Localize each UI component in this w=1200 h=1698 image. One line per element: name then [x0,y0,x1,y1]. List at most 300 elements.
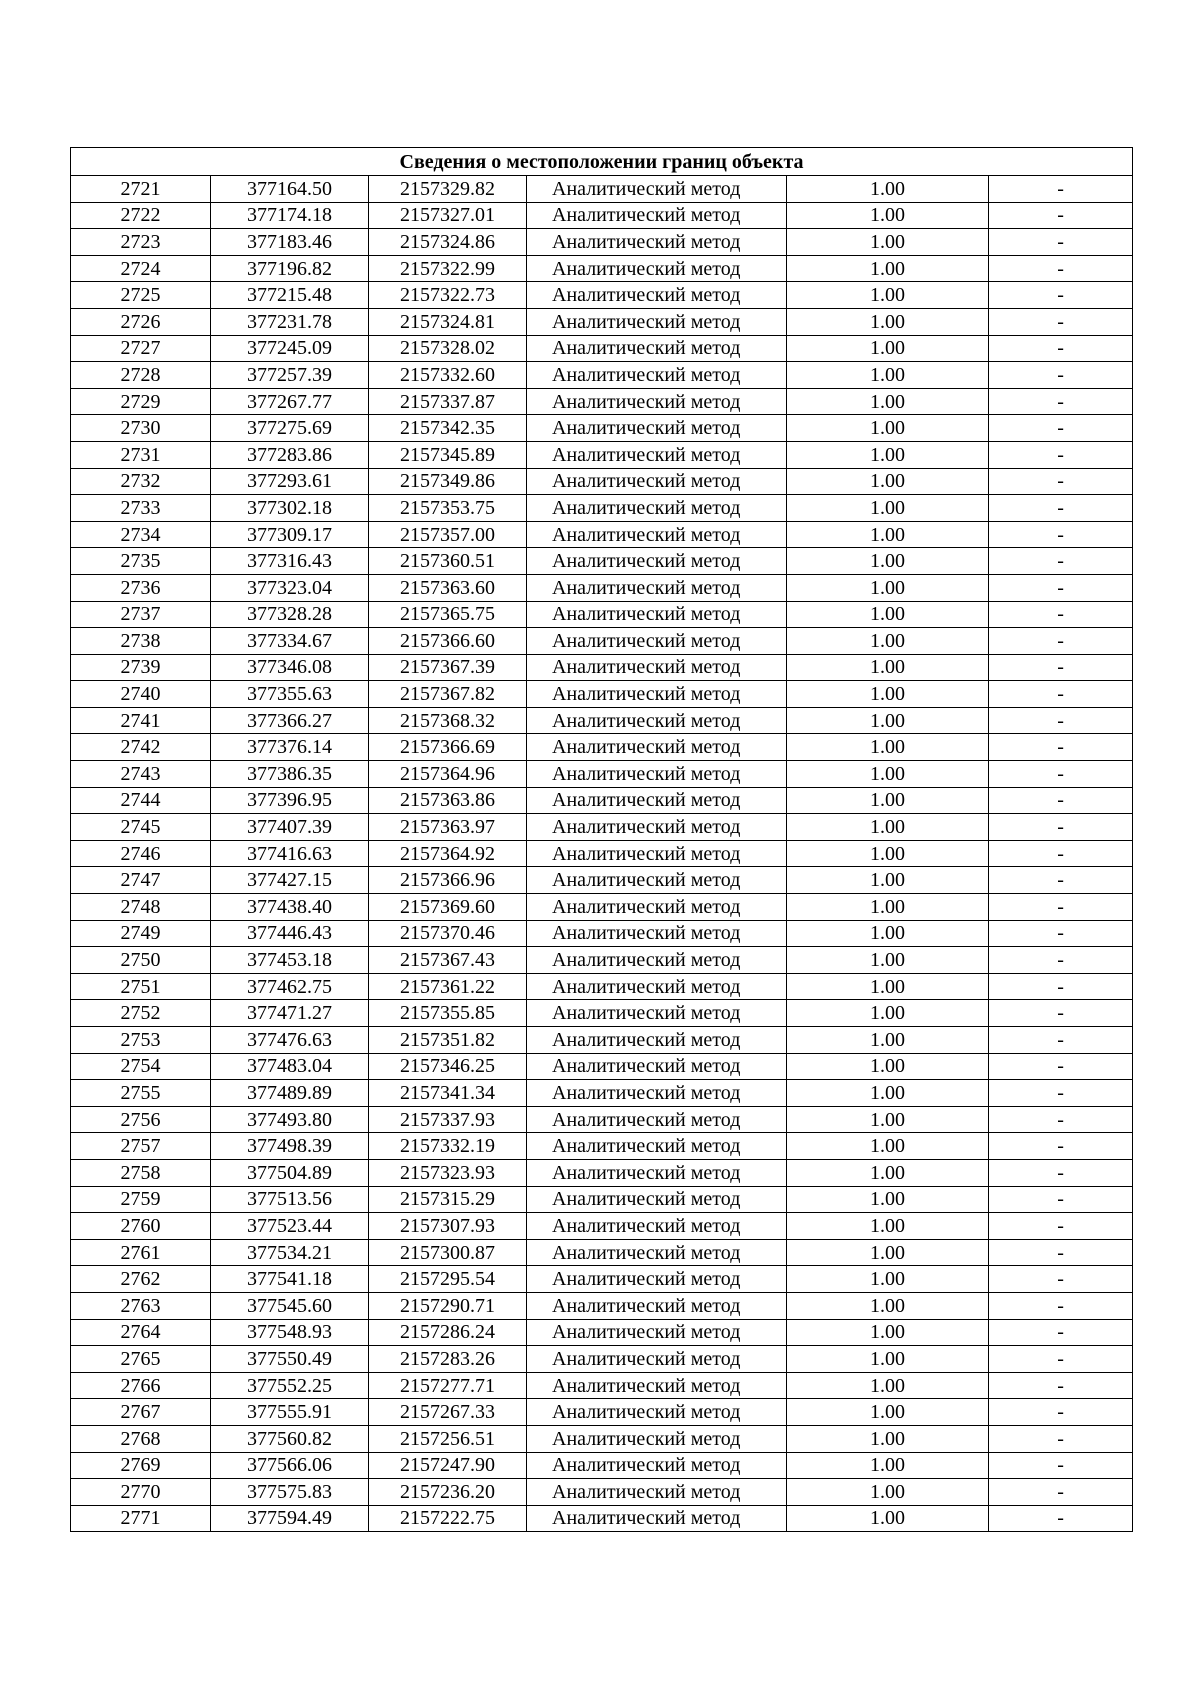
x-coordinate-cell: 377493.80 [211,1106,369,1133]
y-coordinate-cell: 2157329.82 [369,176,527,203]
point-number-cell: 2727 [71,335,211,362]
y-coordinate-cell: 2157283.26 [369,1346,527,1373]
accuracy-cell: 1.00 [787,335,989,362]
x-coordinate-cell: 377555.91 [211,1399,369,1426]
x-coordinate-cell: 377245.09 [211,335,369,362]
table-row [71,1133,1133,1160]
accuracy-cell: 1.00 [787,176,989,203]
table-row [71,1106,1133,1133]
accuracy-cell: 1.00 [787,1213,989,1240]
y-coordinate-cell: 2157307.93 [369,1213,527,1240]
method-cell: Аналитический метод [527,202,787,229]
y-coordinate-cell: 2157349.86 [369,468,527,495]
method-cell: Аналитический метод [527,282,787,309]
accuracy-cell: 1.00 [787,814,989,841]
point-number-cell: 2726 [71,308,211,335]
y-coordinate-cell: 2157364.92 [369,840,527,867]
accuracy-cell: 1.00 [787,1053,989,1080]
x-coordinate-cell: 377302.18 [211,495,369,522]
method-cell: Аналитический метод [527,840,787,867]
point-number-cell: 2771 [71,1505,211,1532]
accuracy-cell: 1.00 [787,1292,989,1319]
point-number-cell: 2759 [71,1186,211,1213]
y-coordinate-cell: 2157363.97 [369,814,527,841]
method-cell: Аналитический метод [527,920,787,947]
description-cell: - [989,787,1133,814]
y-coordinate-cell: 2157290.71 [369,1292,527,1319]
method-cell: Аналитический метод [527,362,787,389]
method-cell: Аналитический метод [527,229,787,256]
x-coordinate-cell: 377257.39 [211,362,369,389]
point-number-cell: 2747 [71,867,211,894]
method-cell: Аналитический метод [527,335,787,362]
point-number-cell: 2752 [71,1000,211,1027]
x-coordinate-cell: 377575.83 [211,1479,369,1506]
point-number-cell: 2733 [71,495,211,522]
y-coordinate-cell: 2157324.86 [369,229,527,256]
method-cell: Аналитический метод [527,1213,787,1240]
point-number-cell: 2750 [71,947,211,974]
point-number-cell: 2770 [71,1479,211,1506]
x-coordinate-cell: 377293.61 [211,468,369,495]
method-cell: Аналитический метод [527,441,787,468]
method-cell: Аналитический метод [527,1053,787,1080]
table-row [71,814,1133,841]
method-cell: Аналитический метод [527,1505,787,1532]
x-coordinate-cell: 377309.17 [211,521,369,548]
description-cell: - [989,601,1133,628]
table-row [71,654,1133,681]
point-number-cell: 2754 [71,1053,211,1080]
y-coordinate-cell: 2157286.24 [369,1319,527,1346]
y-coordinate-cell: 2157322.73 [369,282,527,309]
accuracy-cell: 1.00 [787,947,989,974]
description-cell: - [989,973,1133,1000]
x-coordinate-cell: 377427.15 [211,867,369,894]
table-row [71,574,1133,601]
description-cell: - [989,814,1133,841]
y-coordinate-cell: 2157367.82 [369,681,527,708]
method-cell: Аналитический метод [527,973,787,1000]
table-row [71,1186,1133,1213]
description-cell: - [989,1292,1133,1319]
y-coordinate-cell: 2157324.81 [369,308,527,335]
table-row [71,468,1133,495]
x-coordinate-cell: 377498.39 [211,1133,369,1160]
y-coordinate-cell: 2157236.20 [369,1479,527,1506]
x-coordinate-cell: 377346.08 [211,654,369,681]
y-coordinate-cell: 2157366.96 [369,867,527,894]
y-coordinate-cell: 2157256.51 [369,1425,527,1452]
accuracy-cell: 1.00 [787,1425,989,1452]
x-coordinate-cell: 377489.89 [211,1080,369,1107]
x-coordinate-cell: 377376.14 [211,734,369,761]
table-row [71,1239,1133,1266]
x-coordinate-cell: 377483.04 [211,1053,369,1080]
point-number-cell: 2725 [71,282,211,309]
table-row [71,601,1133,628]
table-row [71,548,1133,575]
y-coordinate-cell: 2157364.96 [369,761,527,788]
point-number-cell: 2721 [71,176,211,203]
description-cell: - [989,761,1133,788]
accuracy-cell: 1.00 [787,202,989,229]
table-row [71,521,1133,548]
table-row [71,495,1133,522]
accuracy-cell: 1.00 [787,255,989,282]
table-row [71,335,1133,362]
method-cell: Аналитический метод [527,1479,787,1506]
description-cell: - [989,1053,1133,1080]
table-row [71,362,1133,389]
description-cell: - [989,441,1133,468]
accuracy-cell: 1.00 [787,1479,989,1506]
method-cell: Аналитический метод [527,628,787,655]
accuracy-cell: 1.00 [787,388,989,415]
description-cell: - [989,495,1133,522]
method-cell: Аналитический метод [527,947,787,974]
method-cell: Аналитический метод [527,1159,787,1186]
table-row [71,1479,1133,1506]
point-number-cell: 2762 [71,1266,211,1293]
y-coordinate-cell: 2157277.71 [369,1372,527,1399]
point-number-cell: 2756 [71,1106,211,1133]
y-coordinate-cell: 2157367.43 [369,947,527,974]
method-cell: Аналитический метод [527,548,787,575]
accuracy-cell: 1.00 [787,734,989,761]
accuracy-cell: 1.00 [787,920,989,947]
description-cell: - [989,1133,1133,1160]
method-cell: Аналитический метод [527,601,787,628]
y-coordinate-cell: 2157360.51 [369,548,527,575]
description-cell: - [989,415,1133,442]
x-coordinate-cell: 377534.21 [211,1239,369,1266]
x-coordinate-cell: 377328.28 [211,601,369,628]
description-cell: - [989,468,1133,495]
description-cell: - [989,654,1133,681]
table-row [71,1266,1133,1293]
x-coordinate-cell: 377407.39 [211,814,369,841]
y-coordinate-cell: 2157295.54 [369,1266,527,1293]
description-cell: - [989,1159,1133,1186]
accuracy-cell: 1.00 [787,628,989,655]
y-coordinate-cell: 2157363.86 [369,787,527,814]
x-coordinate-cell: 377594.49 [211,1505,369,1532]
accuracy-cell: 1.00 [787,867,989,894]
table-row [71,947,1133,974]
x-coordinate-cell: 377560.82 [211,1425,369,1452]
y-coordinate-cell: 2157351.82 [369,1027,527,1054]
y-coordinate-cell: 2157327.01 [369,202,527,229]
description-cell: - [989,1027,1133,1054]
method-cell: Аналитический метод [527,1000,787,1027]
table-row [71,1213,1133,1240]
accuracy-cell: 1.00 [787,894,989,921]
accuracy-cell: 1.00 [787,308,989,335]
description-cell: - [989,840,1133,867]
x-coordinate-cell: 377545.60 [211,1292,369,1319]
x-coordinate-cell: 377267.77 [211,388,369,415]
x-coordinate-cell: 377323.04 [211,574,369,601]
point-number-cell: 2740 [71,681,211,708]
x-coordinate-cell: 377541.18 [211,1266,369,1293]
y-coordinate-cell: 2157328.02 [369,335,527,362]
point-number-cell: 2738 [71,628,211,655]
table-row [71,1372,1133,1399]
y-coordinate-cell: 2157337.87 [369,388,527,415]
x-coordinate-cell: 377438.40 [211,894,369,921]
description-cell: - [989,1186,1133,1213]
point-number-cell: 2745 [71,814,211,841]
point-number-cell: 2746 [71,840,211,867]
x-coordinate-cell: 377283.86 [211,441,369,468]
y-coordinate-cell: 2157369.60 [369,894,527,921]
description-cell: - [989,1266,1133,1293]
description-cell: - [989,388,1133,415]
accuracy-cell: 1.00 [787,1266,989,1293]
table-row [71,840,1133,867]
y-coordinate-cell: 2157367.39 [369,654,527,681]
table-title: Сведения о местоположении границ объекта [71,148,1133,176]
x-coordinate-cell: 377215.48 [211,282,369,309]
x-coordinate-cell: 377476.63 [211,1027,369,1054]
point-number-cell: 2753 [71,1027,211,1054]
table-row [71,1319,1133,1346]
point-number-cell: 2761 [71,1239,211,1266]
x-coordinate-cell: 377462.75 [211,973,369,1000]
table-row [71,202,1133,229]
x-coordinate-cell: 377513.56 [211,1186,369,1213]
method-cell: Аналитический метод [527,1372,787,1399]
y-coordinate-cell: 2157342.35 [369,415,527,442]
accuracy-cell: 1.00 [787,1399,989,1426]
accuracy-cell: 1.00 [787,707,989,734]
accuracy-cell: 1.00 [787,415,989,442]
accuracy-cell: 1.00 [787,601,989,628]
table-row [71,1399,1133,1426]
x-coordinate-cell: 377366.27 [211,707,369,734]
table-row [71,628,1133,655]
method-cell: Аналитический метод [527,1106,787,1133]
point-number-cell: 2729 [71,388,211,415]
x-coordinate-cell: 377334.67 [211,628,369,655]
method-cell: Аналитический метод [527,654,787,681]
y-coordinate-cell: 2157363.60 [369,574,527,601]
accuracy-cell: 1.00 [787,468,989,495]
table-title-row [71,148,1133,176]
accuracy-cell: 1.00 [787,787,989,814]
description-cell: - [989,1319,1133,1346]
method-cell: Аналитический метод [527,1186,787,1213]
x-coordinate-cell: 377396.95 [211,787,369,814]
accuracy-cell: 1.00 [787,1106,989,1133]
method-cell: Аналитический метод [527,1080,787,1107]
x-coordinate-cell: 377386.35 [211,761,369,788]
description-cell: - [989,1372,1133,1399]
description-cell: - [989,1399,1133,1426]
point-number-cell: 2735 [71,548,211,575]
method-cell: Аналитический метод [527,415,787,442]
x-coordinate-cell: 377196.82 [211,255,369,282]
method-cell: Аналитический метод [527,761,787,788]
point-number-cell: 2723 [71,229,211,256]
table-row [71,1027,1133,1054]
point-number-cell: 2724 [71,255,211,282]
table-row [71,1505,1133,1532]
table-row [71,681,1133,708]
description-cell: - [989,282,1133,309]
y-coordinate-cell: 2157346.25 [369,1053,527,1080]
point-number-cell: 2734 [71,521,211,548]
description-cell: - [989,1505,1133,1532]
method-cell: Аналитический метод [527,1425,787,1452]
method-cell: Аналитический метод [527,1239,787,1266]
x-coordinate-cell: 377550.49 [211,1346,369,1373]
table-row [71,282,1133,309]
description-cell: - [989,1452,1133,1479]
table-row [71,734,1133,761]
accuracy-cell: 1.00 [787,229,989,256]
x-coordinate-cell: 377174.18 [211,202,369,229]
point-number-cell: 2755 [71,1080,211,1107]
accuracy-cell: 1.00 [787,1372,989,1399]
method-cell: Аналитический метод [527,814,787,841]
table-row [71,388,1133,415]
description-cell: - [989,521,1133,548]
description-cell: - [989,548,1133,575]
table-row [71,761,1133,788]
x-coordinate-cell: 377446.43 [211,920,369,947]
description-cell: - [989,947,1133,974]
point-number-cell: 2767 [71,1399,211,1426]
y-coordinate-cell: 2157337.93 [369,1106,527,1133]
y-coordinate-cell: 2157366.60 [369,628,527,655]
method-cell: Аналитический метод [527,787,787,814]
accuracy-cell: 1.00 [787,1000,989,1027]
point-number-cell: 2731 [71,441,211,468]
accuracy-cell: 1.00 [787,1186,989,1213]
description-cell: - [989,255,1133,282]
table-row [71,707,1133,734]
accuracy-cell: 1.00 [787,840,989,867]
y-coordinate-cell: 2157361.22 [369,973,527,1000]
point-number-cell: 2760 [71,1213,211,1240]
accuracy-cell: 1.00 [787,1319,989,1346]
table-row [71,1000,1133,1027]
point-number-cell: 2764 [71,1319,211,1346]
point-number-cell: 2765 [71,1346,211,1373]
table-row [71,973,1133,1000]
y-coordinate-cell: 2157322.99 [369,255,527,282]
method-cell: Аналитический метод [527,1399,787,1426]
table-row [71,229,1133,256]
method-cell: Аналитический метод [527,1319,787,1346]
y-coordinate-cell: 2157368.32 [369,707,527,734]
table-row [71,176,1133,203]
y-coordinate-cell: 2157353.75 [369,495,527,522]
table-row [71,308,1133,335]
description-cell: - [989,920,1133,947]
method-cell: Аналитический метод [527,1266,787,1293]
point-number-cell: 2768 [71,1425,211,1452]
method-cell: Аналитический метод [527,1346,787,1373]
point-number-cell: 2766 [71,1372,211,1399]
accuracy-cell: 1.00 [787,574,989,601]
y-coordinate-cell: 2157365.75 [369,601,527,628]
table-row [71,255,1133,282]
accuracy-cell: 1.00 [787,282,989,309]
point-number-cell: 2757 [71,1133,211,1160]
method-cell: Аналитический метод [527,734,787,761]
x-coordinate-cell: 377566.06 [211,1452,369,1479]
description-cell: - [989,1213,1133,1240]
y-coordinate-cell: 2157357.00 [369,521,527,548]
accuracy-cell: 1.00 [787,1346,989,1373]
point-number-cell: 2749 [71,920,211,947]
accuracy-cell: 1.00 [787,1027,989,1054]
point-number-cell: 2732 [71,468,211,495]
method-cell: Аналитический метод [527,681,787,708]
point-number-cell: 2730 [71,415,211,442]
y-coordinate-cell: 2157222.75 [369,1505,527,1532]
method-cell: Аналитический метод [527,1452,787,1479]
y-coordinate-cell: 2157332.60 [369,362,527,389]
y-coordinate-cell: 2157366.69 [369,734,527,761]
description-cell: - [989,1479,1133,1506]
x-coordinate-cell: 377231.78 [211,308,369,335]
table-row [71,1292,1133,1319]
method-cell: Аналитический метод [527,707,787,734]
description-cell: - [989,1000,1133,1027]
point-number-cell: 2743 [71,761,211,788]
point-number-cell: 2728 [71,362,211,389]
x-coordinate-cell: 377355.63 [211,681,369,708]
table-row [71,1053,1133,1080]
description-cell: - [989,681,1133,708]
method-cell: Аналитический метод [527,388,787,415]
point-number-cell: 2751 [71,973,211,1000]
method-cell: Аналитический метод [527,894,787,921]
y-coordinate-cell: 2157355.85 [369,1000,527,1027]
x-coordinate-cell: 377164.50 [211,176,369,203]
y-coordinate-cell: 2157247.90 [369,1452,527,1479]
description-cell: - [989,867,1133,894]
x-coordinate-cell: 377471.27 [211,1000,369,1027]
x-coordinate-cell: 377316.43 [211,548,369,575]
accuracy-cell: 1.00 [787,495,989,522]
method-cell: Аналитический метод [527,1133,787,1160]
table-row [71,867,1133,894]
method-cell: Аналитический метод [527,521,787,548]
point-number-cell: 2769 [71,1452,211,1479]
description-cell: - [989,1080,1133,1107]
table-row [71,920,1133,947]
point-number-cell: 2736 [71,574,211,601]
description-cell: - [989,574,1133,601]
boundary-coordinates-table [70,147,1133,1532]
description-cell: - [989,1106,1133,1133]
method-cell: Аналитический метод [527,867,787,894]
point-number-cell: 2744 [71,787,211,814]
description-cell: - [989,628,1133,655]
y-coordinate-cell: 2157332.19 [369,1133,527,1160]
method-cell: Аналитический метод [527,176,787,203]
method-cell: Аналитический метод [527,255,787,282]
description-cell: - [989,176,1133,203]
description-cell: - [989,308,1133,335]
method-cell: Аналитический метод [527,468,787,495]
method-cell: Аналитический метод [527,574,787,601]
